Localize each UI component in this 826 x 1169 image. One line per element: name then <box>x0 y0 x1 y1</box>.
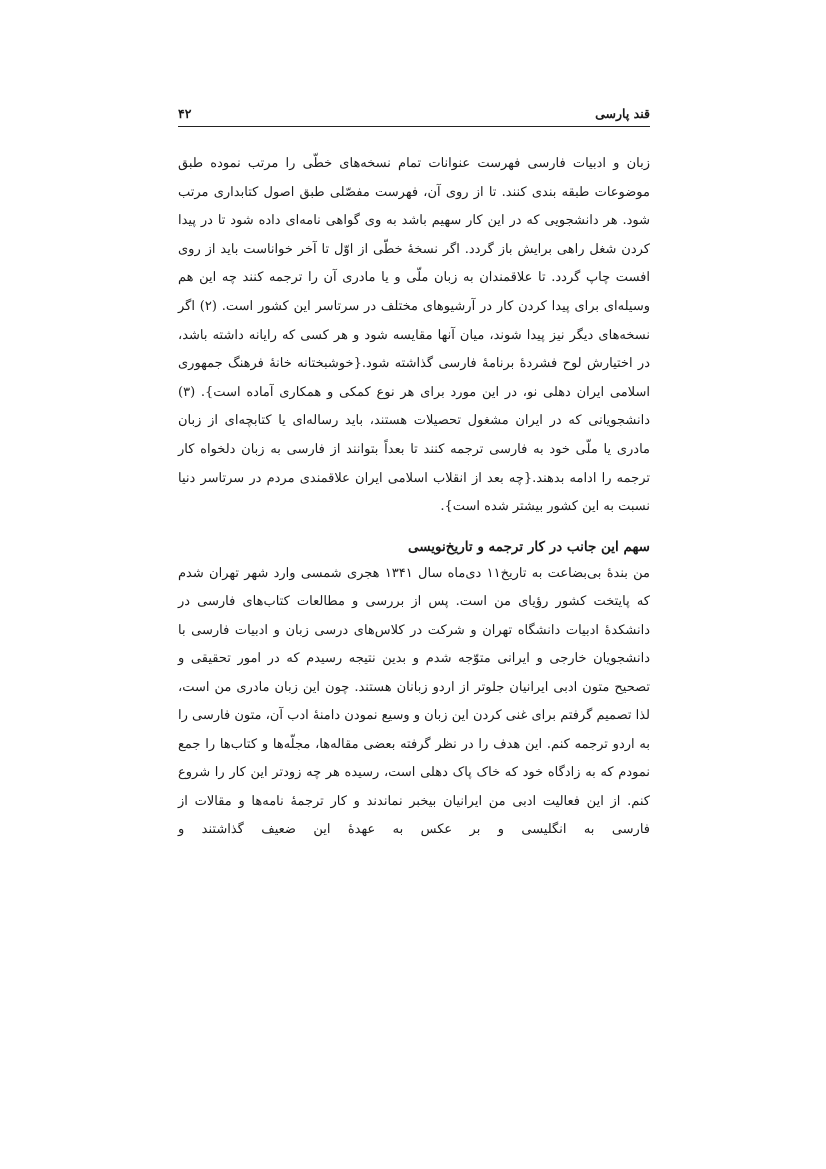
book-page <box>178 0 650 1169</box>
section-heading: سهم این جانب در کار ترجمه و تاریخ‌نویسی <box>407 538 650 555</box>
body-text <box>178 150 650 845</box>
paragraph-1: زبان و ادبیات فارسی فهرست عنوانات تمام نسخه‌های خطّی را مرتب نموده طبق موضوعات طبقه بندی کنند. تا از روی آن، فهرست مفصّلی طبق اصول کتابداری مرتب شود. هر دانشجویی که در این کار سهیم باشد به وی گواهی نامه‌ای داده شود تا در پیدا کردن شغل راهی برایش باز گردد. اگر نسخهٔ خطّی از اوّل تا آخر خواناست باید از روی افست چاپ گردد. تا علاقمندان به زبان ملّی و یا مادری آن را ترجمه کنند چه این هم وسیله‌ای برای پیدا کردن کار در آرشیوهای مختلف در سرتاسر این کشور است. (۲) اگر نسخه‌های دیگر نیز پیدا شوند، میان آنها مقایسه شود و هر کسی که رایانه داشته باشد، در اختیارش لوح فشردهٔ برنامهٔ فارسی گذاشته شود.{خوشبختانه خانهٔ فرهنگ جمهوری اسلامی ایران دهلی نو، در این مورد برای هر نوع کمکی و همکاری آماده است}. (۳) دانشجویانی که در ایران مشغول تحصیلات هستند، باید رساله‌ای یا کتابچه‌ای از زبان مادری یا ملّی خود به فارسی ترجمه کنند تا بعداً بتوانند از فارسی به زبان دلخواه کار ترجمه را ادامه بدهند.{چه بعد از انقلاب اسلامی ایران علاقمندی مردم در سرتاسر دنیا نسبت به این کشور بیشتر شده است}. <box>178 156 650 515</box>
running-header <box>178 104 650 127</box>
paragraph-2: من بندهٔ بی‌بضاعت به تاریخ۱۱ دی‌ماه سال ۱۳۴۱ هجری شمسی وارد شهر تهران شدم که پایتخت کشور رؤیای من است. پس از بررسی و مطالعات کتاب‌های فارسی در دانشکدهٔ ادبیات دانشگاه تهران و شرکت در کلاس‌های درسی زبان و ادبیات فارسی با دانشجویان خارجی و ایرانی متوّجه شدم و بدین نتیجه رسیدم که در امور تحقیقی و تصحیح متون ادبی ایرانیان جلوتر از اردو زبانان هستند. چون این زبان مادری من است، لذا تصمیم گرفتم برای غنی کردن این زبان و وسیع نمودن دامنهٔ ادب آن، متون فارسی را به اردو ترجمه کنم. این هدف را در نظر گرفته بعضی مقاله‌ها، مجلّه‌ها و کتاب‌ها را جمع نمودم که به زادگاه خود که خاک پاک دهلی است، رسیده هر چه زودتر این کار را شروع کنم. از این فعالیت ادبی من ایرانیان بیخبر نماندند و کار ترجمهٔ نامه‌ها و مقالات از فارسی به انگلیسی و بر عکس به عهدهٔ این ضعیف گذاشتند و <box>178 565 651 838</box>
page-number: ۴۲ <box>178 106 192 121</box>
running-header-title: قند پارسی <box>595 106 650 121</box>
